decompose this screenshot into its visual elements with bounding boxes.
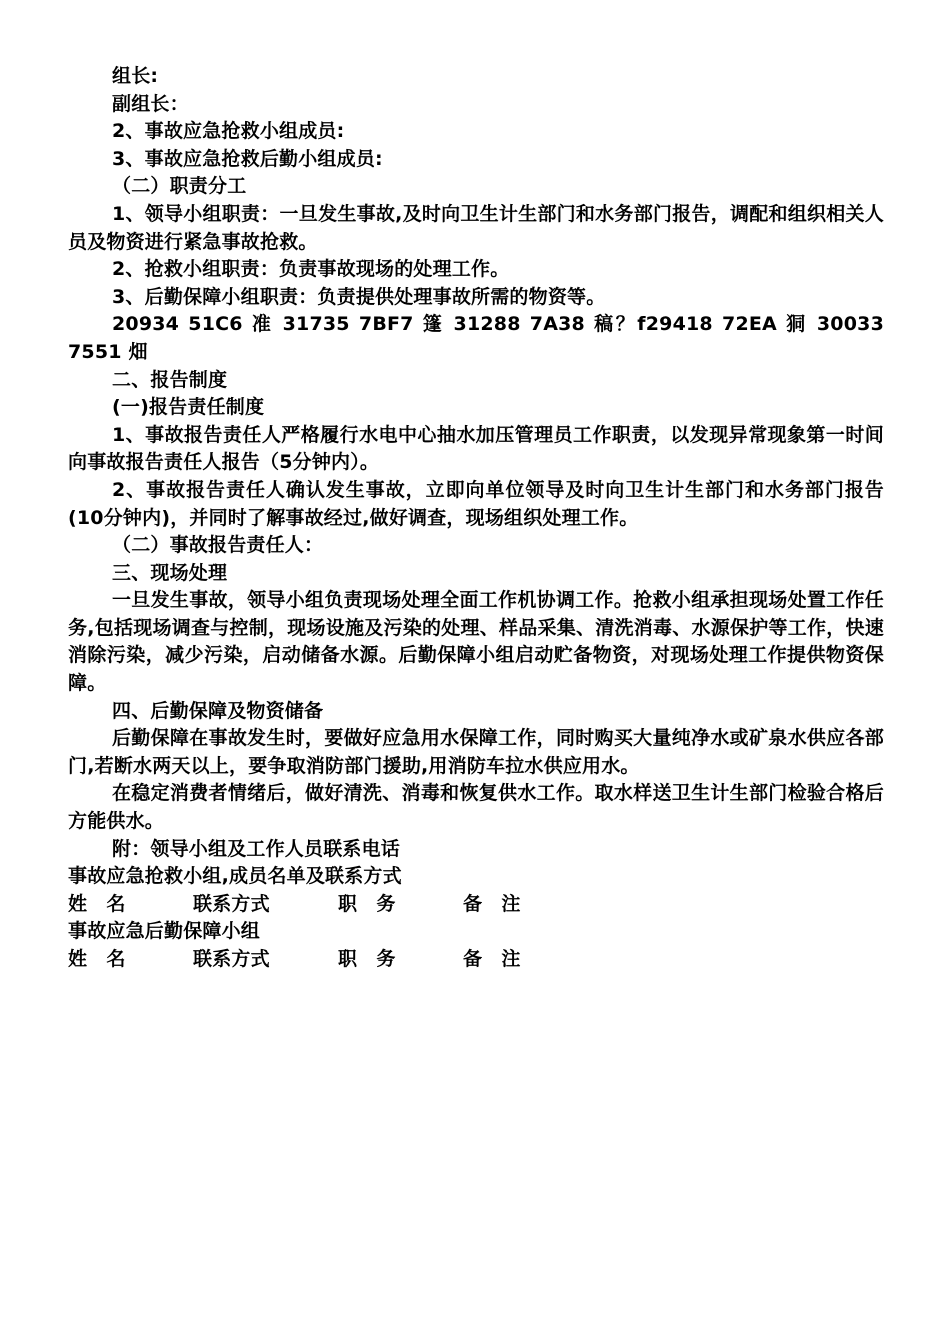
line-appendix: 附：领导小组及工作人员联系电话 bbox=[112, 837, 401, 860]
paragraph-onsite: 一旦发生事故，领导小组负责现场处理全面工作机协调工作。抢救小组承担现场处置工作任务,包括现场调查与控制，现场设施及污染的处理、样品采集、清洗消毒、水源保护等工作，快速消除污染，减少污染，启动储备水源。后勤保障小组启动贮备物资，对现场处理工作提供物资保障。 bbox=[68, 589, 884, 695]
header-position: 职 务 bbox=[338, 948, 396, 970]
line-rescue-members: 2、事故应急抢救小组成员: bbox=[112, 120, 345, 143]
rescue-team-header-row bbox=[68, 891, 884, 919]
logistics-team-title: 事故应急后勤保障小组 bbox=[68, 920, 261, 943]
header-position: 职 务 bbox=[338, 892, 396, 915]
paragraph-code-string: 20934 51C6 准 31735 7BF7 篷 31288 7A38 稿？f29418 72EA 狪 30033 7551 畑 bbox=[68, 313, 884, 363]
section-heading-duties: （二）职责分工 bbox=[112, 175, 247, 198]
subsection-heading-report-duty: (一)报告责任制度 bbox=[112, 396, 265, 419]
line-logistics-members: 3、事故应急抢救后勤小组成员: bbox=[112, 147, 383, 170]
header-name: 姓 名 bbox=[68, 948, 126, 970]
paragraph-logistics-2: 在稳定消费者情绪后，做好清洗、消毒和恢复供水工作。取水样送卫生计生部门检验合格后方能供水。 bbox=[68, 782, 884, 833]
paragraph-logistics-1: 后勤保障在事故发生时，要做好应急用水保障工作，同时购买大量纯净水或矿泉水供应各部门,若断水两天以上，要争取消防部门援助,用消防车拉水供应用水。 bbox=[68, 727, 884, 777]
section-heading-reporting: 二、报告制度 bbox=[112, 368, 228, 391]
header-remarks: 备 注 bbox=[463, 892, 521, 915]
header-contact: 联系方式 bbox=[193, 948, 270, 970]
logistics-team-header-row bbox=[68, 946, 884, 974]
header-contact: 联系方式 bbox=[193, 892, 270, 915]
header-remarks: 备 注 bbox=[463, 948, 521, 970]
paragraph-leader-duty: 1、领导小组职责：一旦发生事故,及时向卫生计生部门和水务部门报告，调配和组织相关人员及物资进行紧急事故抢救。 bbox=[68, 202, 884, 253]
line-team-leader: 组长: bbox=[112, 65, 159, 87]
section-heading-onsite: 三、现场处理 bbox=[112, 561, 228, 584]
rescue-team-title: 事故应急抢救小组,成员名单及联系方式 bbox=[68, 865, 402, 888]
paragraph-logistics-duty: 3、后勤保障小组职责：负责提供处理事故所需的物资等。 bbox=[112, 285, 606, 308]
paragraph-report-1: 1、事故报告责任人严格履行水电中心抽水加压管理员工作职责，以发现异常现象第一时间向事故报告责任人报告（5分钟内）。 bbox=[68, 423, 884, 474]
paragraph-rescue-duty: 2、抢救小组职责：负责事故现场的处理工作。 bbox=[112, 258, 510, 281]
paragraph-report-2: 2、事故报告责任人确认发生事故，立即向单位领导及时向卫生计生部门和水务部门报告(10分钟内)，并同时了解事故经过,做好调查，现场组织处理工作。 bbox=[68, 478, 884, 529]
document-body bbox=[68, 63, 884, 974]
line-deputy-leader: 副组长： bbox=[112, 92, 189, 115]
header-name: 姓 名 bbox=[68, 892, 126, 915]
subsection-heading-reporter: （二）事故报告责任人： bbox=[112, 534, 324, 557]
section-heading-logistics: 四、后勤保障及物资储备 bbox=[112, 699, 324, 722]
